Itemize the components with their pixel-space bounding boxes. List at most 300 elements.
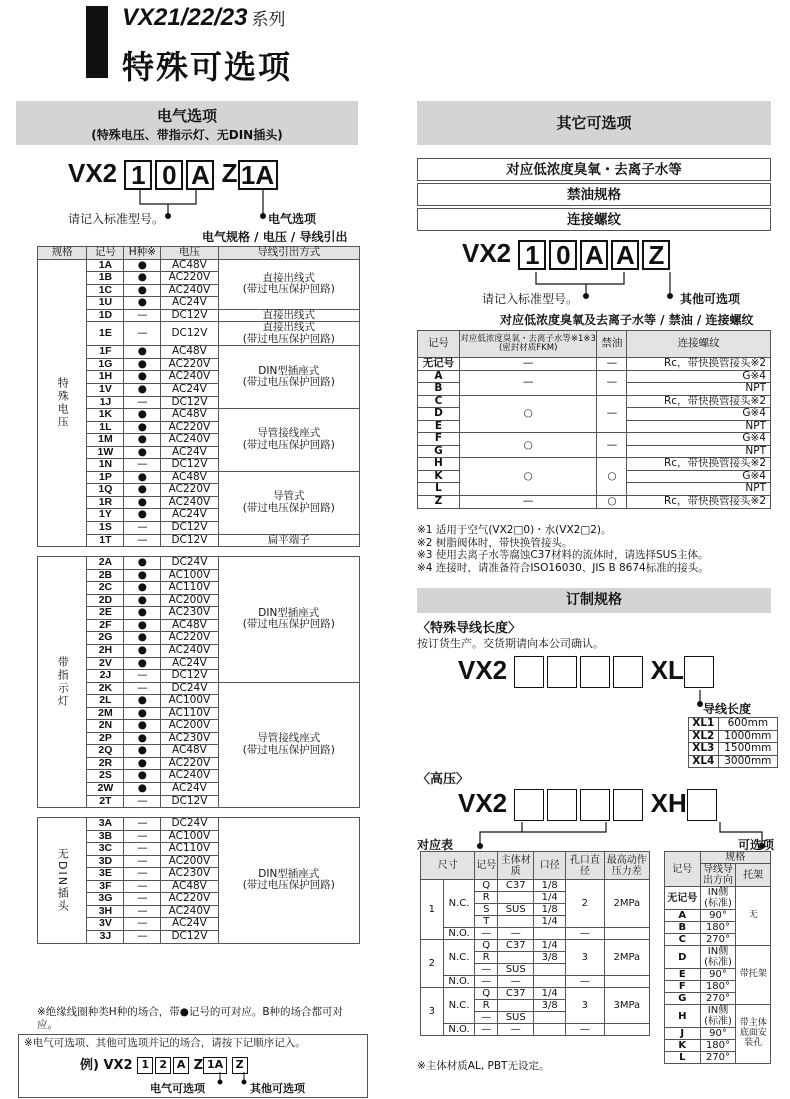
xh-option-code: B [665,922,701,934]
xh-option-dir: 270° [700,993,736,1005]
xh-cell [498,916,534,928]
xh-cell: 2MPa [604,880,649,928]
option-code: H [418,458,460,471]
xh-cell [534,1024,566,1036]
code-cell: 3F [87,880,124,893]
code-cell: 1N [87,459,124,472]
xh-cell: — [475,976,498,988]
voltage-cell: AC240V [161,284,218,297]
left-opt-label2: 电气规格 / 电压 / 导线引出 [202,230,348,244]
xh-cell: C37 [498,940,534,952]
ozone-cell: — [459,370,597,395]
htype-cell: ● [124,284,161,297]
xh-option-code: 无记号 [665,887,701,910]
code-cell: 2D [87,594,124,607]
xh-cell: T [475,916,498,928]
option-row [418,370,771,383]
htype-cell: ● [124,297,161,310]
htype-cell: ● [124,644,161,657]
htype-cell: ● [124,272,161,285]
xl-code: XL4 [689,755,719,768]
xh-row [421,988,650,1000]
htype-cell: ● [124,434,161,447]
voltage-cell: AC230V [161,868,218,881]
htype-cell: — [124,818,161,831]
xh-option-dir: 270° [700,1052,736,1064]
xh-cell: 2MPa [604,940,649,976]
xh-row [421,940,650,952]
xh-cell: — [498,1024,534,1036]
code-cell: 1W [87,446,124,459]
bar-thread: 连接螺纹 [417,208,771,231]
xh-size: 3 [421,988,444,1036]
right-opt-label2: 对应低浓度臭氧及去离子水等 / 禁油 / 连接螺纹 [500,313,754,327]
xl-row [689,755,778,768]
htype-cell: ● [124,720,161,733]
htype-cell: — [124,893,161,906]
xh-cell: — [498,928,534,940]
voltage-cell: AC230V [161,732,218,745]
xh-cell: 3 [566,988,605,1024]
other-option-header: 其它可选项 [417,101,771,145]
htype-cell: — [124,843,161,856]
series-title: VX21/22/23 系列 [122,4,286,31]
method-cell: 扁平端子 [218,534,359,547]
option-code: D [418,408,460,421]
htype-cell: ● [124,384,161,397]
voltage-cell: AC220V [161,421,218,434]
htype-cell: — [124,396,161,409]
voltage-cell: AC200V [161,855,218,868]
voltage-cell: AC24V [161,918,218,931]
option-row [418,433,771,446]
option-code: E [418,420,460,433]
code-cell: 1G [87,358,124,371]
xl-length: 600mm [718,718,777,731]
xl-row [689,730,778,743]
htype-cell: ● [124,594,161,607]
htype-cell: ● [124,421,161,434]
group-label: 带指示灯 [38,557,87,808]
voltage-cell: AC240V [161,644,218,657]
voltage-cell: AC24V [161,446,218,459]
htype-cell: ● [124,707,161,720]
voltage-cell: AC240V [161,371,218,384]
xh-type: N.C. [443,880,475,928]
xh-row [421,928,650,940]
xh-cell: 2 [566,880,605,928]
voltage-cell: AC240V [161,770,218,783]
xh-cell: R [475,952,498,964]
xh-cell: 1/4 [534,916,566,928]
htype-cell: — [124,830,161,843]
ozone-cell: — [459,358,597,371]
code-cell: 1Y [87,509,124,522]
voltage-cell: AC48V [161,619,218,632]
code-cell: 1D [87,309,124,322]
xl-length: 1500mm [718,743,777,756]
xh-type: N.O. [443,976,475,988]
voltage-cell: DC24V [161,682,218,695]
xl-model-code: VX2 XL [458,655,714,688]
voltage-cell: AC48V [161,259,218,272]
bar-ozone: 对应低浓度臭氧・去离子水等 [417,158,771,181]
code-cell: 1K [87,409,124,422]
thread-cell: G※4 [627,433,771,446]
xh-option-dir: 270° [700,934,736,946]
voltage-cell: AC100V [161,695,218,708]
xh-option-code: E [665,969,701,981]
htype-cell: ● [124,346,161,359]
xh-cell: SUS [498,964,534,976]
voltage-cell: DC12V [161,795,218,808]
option-row [418,458,771,471]
option-code: G [418,445,460,458]
voltage-cell: AC48V [161,346,218,359]
voltage-cell: DC12V [161,396,218,409]
xh-cell [498,952,534,964]
option-code: A [418,370,460,383]
xh-cell [534,964,566,976]
other-option-table: 记号 对应低浓度臭氧・去离子水等※1※3 (密封材质FKM) 禁油 连接螺纹 无记号 — — Rc，带快换管接头※2 A — — G※4 B NPT C ○ — Rc，带快换管接头※2 D G※4 E NPT F ○ — G※4 G NPT H ○ ○ Rc，带快换管接头※2 K G※4 L NPT Z — ○ Rc，带快换管接头※2 [417,330,771,509]
code-cell: 2A [87,557,124,570]
htype-cell: — [124,855,161,868]
voltage-cell: AC220V [161,358,218,371]
xh-cell: 1/4 [534,988,566,1000]
xh-option-dir: 90° [700,1028,736,1040]
htype-cell: — [124,322,161,346]
code-cell: 3C [87,843,124,856]
method-cell: DIN型插座式 (带过电压保护回路) [218,346,359,409]
code-cell: 2F [87,619,124,632]
right-std-label: 请记入标准型号。 [482,292,579,306]
custom-spec-header: 订制规格 [417,588,771,613]
xh-cell: — [475,1012,498,1024]
xh-note: ※主体材质AL, PBT无设定。 [417,1060,550,1072]
xh-option-dir: 180° [700,1040,736,1052]
voltage-cell: DC24V [161,818,218,831]
code-cell: 3G [87,893,124,906]
thread-cell: G※4 [627,408,771,421]
htype-cell: — [124,682,161,695]
xh-option-dir: 90° [700,969,736,981]
code-cell: 1J [87,396,124,409]
method-cell: 直接出线式 (带过电压保护回路) [218,322,359,346]
xh-option-bracket: 无 [736,887,771,946]
xh-cell: Q [475,940,498,952]
thread-cell: G※4 [627,370,771,383]
htype-cell: ● [124,757,161,770]
method-cell: 导管式 (带过电压保护回路) [218,471,359,534]
code-cell: 3V [87,918,124,931]
htype-cell: — [124,795,161,808]
xh-option-code: D [665,946,701,969]
htype-cell: ● [124,484,161,497]
xl-desc: 按订货生产。交货期请向本公司确认。 [417,637,604,650]
xh-row [421,880,650,892]
voltage-cell: AC200V [161,720,218,733]
xh-cell: — [475,964,498,976]
xh-cell [498,1000,534,1012]
code-cell: 1T [87,534,124,547]
xh-cell [534,928,566,940]
xh-cell: 1/4 [534,940,566,952]
option-code: F [418,433,460,446]
code-cell: 2M [87,707,124,720]
option-code: 无记号 [418,358,460,371]
page-title: 特殊可选项 [122,48,293,86]
xh-option-code: G [665,993,701,1005]
code-cell: 3H [87,905,124,918]
xh-model-code: VX2 XH [458,788,717,821]
voltage-cell: AC48V [161,471,218,484]
xh-cell: 1/8 [534,880,566,892]
electrical-row [38,259,360,272]
htype-cell: ● [124,496,161,509]
xh-cell: 1/8 [534,904,566,916]
code-cell: 2K [87,682,124,695]
code-cell: 2N [87,720,124,733]
htype-cell: ● [124,259,161,272]
code-cell: 1M [87,434,124,447]
xh-size: 1 [421,880,444,940]
voltage-cell: DC12V [161,322,218,346]
htype-cell: ● [124,607,161,620]
xh-option-dir: IN侧 (标准) [700,1005,736,1028]
htype-cell: ● [124,446,161,459]
xh-option-code: C [665,934,701,946]
option-row [418,395,771,408]
xh-type: N.O. [443,928,475,940]
htype-cell: ● [124,557,161,570]
right-model-code: VX2 1 0 A A Z [462,238,670,270]
xh-cell: SUS [498,904,534,916]
voltage-cell: AC230V [161,607,218,620]
xh-option-bracket: 带主体底面安装孔 [736,1005,771,1064]
electrical-row [38,557,360,570]
code-cell: 1V [87,384,124,397]
xh-row [421,976,650,988]
htype-cell: — [124,459,161,472]
option-code: K [418,470,460,483]
xh-cell: — [566,928,605,940]
xh-table: 尺寸 记号 主体材质 口径 孔口直径 最高动作压力差 1 N.C. Q C37 1/8 2 2MPa R 1/4 S SUS 1/8 T 1/4 N.O. — — — 2 N.C. Q C37 1/4 3 2MPa R 3/8 — SUS N.O. — — — 3 N.C. Q C37 1/4 3 3MPa R 3/8 — SUS N.O. — — — [420,851,650,1036]
htype-cell: ● [124,358,161,371]
group-label: 无DIN插头 [38,818,87,943]
xh-left-label: 对应表 [417,838,454,852]
voltage-cell: DC24V [161,557,218,570]
code-cell: 2V [87,657,124,670]
xl-length: 3000mm [718,755,777,768]
xh-heading: 〈高压〉 [417,772,470,787]
xh-type: N.C. [443,988,475,1024]
voltage-cell: AC48V [161,880,218,893]
thread-cell: NPT [627,420,771,433]
xh-option-code: F [665,981,701,993]
code-cell: 2W [87,782,124,795]
thread-cell: Rc，带快换管接头※2 [627,496,771,509]
right-opt-label: 其他可选项 [680,292,741,306]
htype-cell: ● [124,632,161,645]
xh-option-code: L [665,1052,701,1064]
xh-cell: 3/8 [534,952,566,964]
voltage-cell: AC240V [161,434,218,447]
xh-cell: 1/4 [534,892,566,904]
voltage-cell: DC12V [161,670,218,683]
code-cell: 2S [87,770,124,783]
code-cell: 1E [87,322,124,346]
code-cell: 2C [87,582,124,595]
htype-cell: — [124,670,161,683]
xh-cell: R [475,892,498,904]
code-cell: 1C [87,284,124,297]
xh-cell: — [566,1024,605,1036]
xh-cell: SUS [498,1012,534,1024]
option-code: C [418,395,460,408]
code-cell: 3J [87,930,124,943]
code-cell: 2R [87,757,124,770]
xl-row [689,743,778,756]
code-cell: 2E [87,607,124,620]
xh-cell: 3MPa [604,988,649,1024]
xh-option-code: K [665,1040,701,1052]
thread-cell: NPT [627,383,771,396]
oilfree-cell: ○ [597,496,627,509]
code-cell: 3B [87,830,124,843]
example-label-1: 电气可选项 [150,1082,205,1095]
htype-cell: — [124,522,161,535]
xh-cell: Q [475,880,498,892]
voltage-cell: AC24V [161,509,218,522]
thread-cell: NPT [627,445,771,458]
xh-cell: Q [475,988,498,1000]
method-cell: DIN型插座式 (带过电压保护回路) [218,557,359,682]
method-cell: DIN型插座式 (带过电压保护回路) [218,818,359,943]
xh-option-dir: IN侧 (标准) [700,946,736,969]
title-bar [86,6,108,78]
xh-row [421,1024,650,1036]
voltage-cell: DC12V [161,522,218,535]
code-cell: 3E [87,868,124,881]
voltage-cell: AC220V [161,893,218,906]
code-cell: 2P [87,732,124,745]
voltage-cell: DC12V [161,534,218,547]
voltage-cell: AC110V [161,707,218,720]
xl-code: XL3 [689,743,719,756]
voltage-cell: AC24V [161,657,218,670]
left-note-2: ※电气可选项、其他可选项并记的场合，请按下记顺序记入。 [24,1037,306,1049]
electrical-option-header: 电气选项 (特殊电压、带指示灯、无DIN插头) [16,101,358,145]
xh-option-dir: 180° [700,981,736,993]
xh-cell: 3/8 [534,1000,566,1012]
htype-cell: ● [124,770,161,783]
xh-cell [604,928,649,940]
xl-length: 1000mm [718,730,777,743]
htype-cell: ● [124,732,161,745]
electrical-row [38,818,360,831]
xh-cell: — [566,976,605,988]
code-cell: 1F [87,346,124,359]
xh-cell: — [475,1024,498,1036]
method-cell: 直接出线式 [218,309,359,322]
voltage-cell: DC12V [161,309,218,322]
xh-option-code: A [665,910,701,922]
htype-cell: — [124,868,161,881]
htype-cell: — [124,534,161,547]
oilfree-cell: — [597,395,627,433]
htype-cell: ● [124,782,161,795]
xh-cell [498,892,534,904]
thread-cell: Rc，带快换管接头※2 [627,458,771,471]
xl-code: XL1 [689,718,719,731]
xh-cell: C37 [498,880,534,892]
voltage-cell: AC48V [161,745,218,758]
htype-cell: ● [124,695,161,708]
code-cell: 2T [87,795,124,808]
xh-cell: 3 [566,940,605,976]
xl-code: XL2 [689,730,719,743]
voltage-cell: AC220V [161,632,218,645]
htype-cell: ● [124,745,161,758]
code-cell: 2B [87,569,124,582]
xh-cell [604,1024,649,1036]
left-model-code: VX2 1 0 A Z 1A [68,158,278,190]
code-cell: 2H [87,644,124,657]
option-code: B [418,383,460,396]
example-label-2: 其他可选项 [250,1082,305,1095]
ozone-cell: — [459,496,597,509]
group-label: 特殊电压 [38,259,87,547]
ozone-cell: ○ [459,395,597,433]
xh-option-dir: IN侧 (标准) [700,887,736,910]
code-cell: 3D [87,855,124,868]
left-note-1: ※绝缘线圈种类H种的场合，带●记号的可对应。B种的场合都可对应。 [37,1006,344,1031]
voltage-cell: AC100V [161,569,218,582]
htype-cell: — [124,918,161,931]
method-cell: 直接出线式 (带过电压保护回路) [218,259,359,309]
xh-cell [534,1012,566,1024]
xh-option-dir: 90° [700,910,736,922]
oilfree-cell: — [597,433,627,458]
option-code: Z [418,496,460,509]
htype-cell: ● [124,471,161,484]
oilfree-cell: — [597,370,627,395]
method-cell: 导管接线座式 (带过电压保护回路) [218,409,359,472]
voltage-cell: AC200V [161,594,218,607]
htype-cell: ● [124,569,161,582]
htype-cell: ● [124,619,161,632]
voltage-cell: AC24V [161,384,218,397]
htype-cell: — [124,905,161,918]
xh-option-bracket: 带托架 [736,946,771,1005]
xh-cell: S [475,904,498,916]
voltage-cell: AC220V [161,757,218,770]
code-cell: 1U [87,297,124,310]
code-cell: 1H [87,371,124,384]
xh-size: 2 [421,940,444,988]
htype-cell: ● [124,371,161,384]
voltage-cell: AC220V [161,272,218,285]
code-cell: 1L [87,421,124,434]
other-option-notes: ※1 适用于空气(VX2□0)・水(VX2□2)。 ※2 树脂阀体时，带快换管接头。 ※3 使用去离子水等腐蚀C37材料的流体时，请选择SUS主体。 ※4 连接时，请准备符合ISO16030、JIS B 8674标准的接头。 [417,524,709,574]
thread-cell: NPT [627,483,771,496]
code-cell: 3A [87,818,124,831]
code-cell: 1Q [87,484,124,497]
code-cell: 1B [87,272,124,285]
xh-cell: C37 [498,988,534,1000]
option-row [418,358,771,371]
htype-cell: ● [124,657,161,670]
